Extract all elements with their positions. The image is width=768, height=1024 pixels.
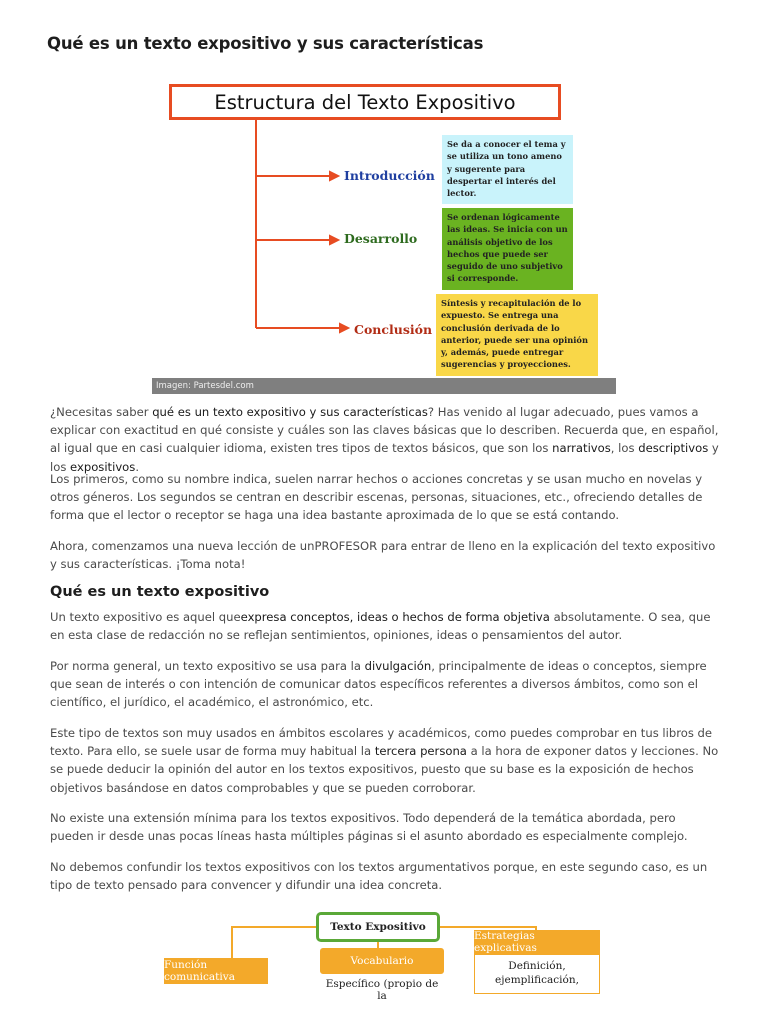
emphasized-text: divulgación xyxy=(364,659,432,673)
box-line: Síntesis y recapitulación de lo xyxy=(441,298,582,308)
paragraph-extension: No existe una extensión mínima para los textos expositivos. Todo dependerá de la temática abordada, pero pueden ir desde unas pocas líneas hasta múltiples páginas si el asunto abordado es especialmente complejo. xyxy=(50,811,688,844)
paragraph-ahora: Ahora, comenzamos una nueva lección de unPROFESOR para entrar de lleno en la explicación del texto expositivo y sus características. ¡Toma nota! xyxy=(50,539,716,572)
box-line: las ideas. Se inicia con un xyxy=(447,224,568,235)
box-line: y sugerente para xyxy=(447,163,526,174)
box-line: seguido de uno subjetivo xyxy=(447,261,563,272)
concept-map-figure xyxy=(160,906,608,1002)
concept-left-node: Función comunicativa xyxy=(164,958,268,984)
paragraph-intro: ¿Necesitas saber qué es un texto expositivo y sus características? Has venido al lugar adecuado, pues vamos a explicar con exactitud en qué consiste y cuáles son las claves básicas que lo describen. Recuerda que, en español, al igual que en casi cualquier idioma, existen tres tipos de textos básicos, que son los narrativos, los descriptivos y los expositivos. xyxy=(50,405,719,474)
emphasized-text: expositivos xyxy=(70,459,136,474)
emphasized-text: descriptivos xyxy=(638,441,709,456)
paragraph-tercera-persona: Este tipo de textos son muy usados en ámbitos escolares y académicos, como puedes comprobar en tus libros de texto. Para ello, se suele usar de forma muy habitual la tercera persona a la hora de exponer datos y lecciones. No se puede deducir la opinión del autor en los textos expositivos, puesto que su base es la exposición de hechos objetivos basándose en datos comprobables y que se pueden corroborar. xyxy=(50,726,719,795)
arrow-head xyxy=(330,172,338,180)
box-line: conclusión derivada de lo xyxy=(441,322,560,333)
emphasized-text: tercera persona xyxy=(374,744,467,759)
section-heading: Qué es un texto expositivo xyxy=(50,584,270,600)
concept-right-line: ejemplificación, xyxy=(495,974,579,986)
section-label-introduccion: Introducción xyxy=(344,168,435,183)
concept-middle-text: Específico (propio de la xyxy=(325,978,439,1002)
paragraph-divulgacion: Por norma general, un texto expositivo se usa para la divulgación, principalmente de ideas o conceptos, siempre que sean de interés o con intención de comunicar datos específicos referentes a diversos ámbitos, como son el científico, el jurídico, el académico, el astronómico, etc. xyxy=(50,659,707,710)
box-line: y, además, puede entregar xyxy=(441,347,564,358)
box-line: sugerencias y proyecciones. xyxy=(441,359,571,370)
paragraph-argumentativos: No debemos confundir los textos expositivos con los textos argumentativos porque, en este segundo caso, es un tipo de texto pensado para convencer y difundir una idea concreta. xyxy=(50,860,708,893)
arrow-head xyxy=(340,324,348,332)
concept-middle-node: Vocabulario xyxy=(320,948,444,974)
conclusion-description-box xyxy=(436,294,598,376)
box-line: anterior, puede ser una opinión xyxy=(441,334,588,345)
paragraph-primeros: Los primeros, como su nombre indica, suelen narrar hechos o acciones concretas y se usan mucho en novelas y otros géneros. Los segundos se centran en describir escenas, personas, situaciones, etc., ofreciendo detalles de forma que el lector o receptor se haga una idea bastante aproximada de lo que se está contando. xyxy=(50,472,703,523)
emphasized-text: expresa conceptos, ideas o hechos de forma objetiva xyxy=(240,610,550,624)
box-line: si corresponde. xyxy=(447,273,519,284)
box-line: expuesto. Se entrega una xyxy=(441,310,559,321)
box-line: despertar el interés del xyxy=(447,175,556,186)
concept-right-node: Estrategias explicativas xyxy=(474,930,600,954)
page-title: Qué es un texto expositivo y sus características xyxy=(47,34,484,53)
box-line: análisis objetivo de los xyxy=(447,236,553,247)
structure-figure xyxy=(152,78,616,394)
box-line: se utiliza un tono ameno xyxy=(447,151,562,162)
concept-map-root: Texto Expositivo xyxy=(316,912,440,942)
image-caption: Imagen: Partesdel.com xyxy=(152,378,616,394)
arrow-head xyxy=(330,236,338,244)
paragraph-definicion: Un texto expositivo es aquel queexpresa conceptos, ideas o hechos de forma objetiva absolutamente. O sea, que en esta clase de redacción no se reflejan sentimientos, opiniones, ideas o pensamientos del autor. xyxy=(50,610,711,643)
desarrollo-description-box xyxy=(442,208,573,290)
box-line: Se ordenan lógicamente xyxy=(447,212,560,222)
concept-connector xyxy=(232,927,316,958)
structure-heading: Estructura del Texto Expositivo xyxy=(169,84,561,120)
box-line: lector. xyxy=(447,188,477,199)
box-line: hechos que puede ser xyxy=(447,248,548,259)
emphasized-text: narrativos xyxy=(552,441,611,456)
box-line: Se da a conocer el tema y xyxy=(447,139,566,149)
concept-right-line: Definición, xyxy=(508,960,566,972)
intro-description-box xyxy=(442,135,573,204)
section-label-desarrollo: Desarrollo xyxy=(344,231,418,246)
section-label-conclusion: Conclusión xyxy=(354,322,433,337)
emphasized-text: qué es un texto expositivo y sus características xyxy=(152,405,428,419)
